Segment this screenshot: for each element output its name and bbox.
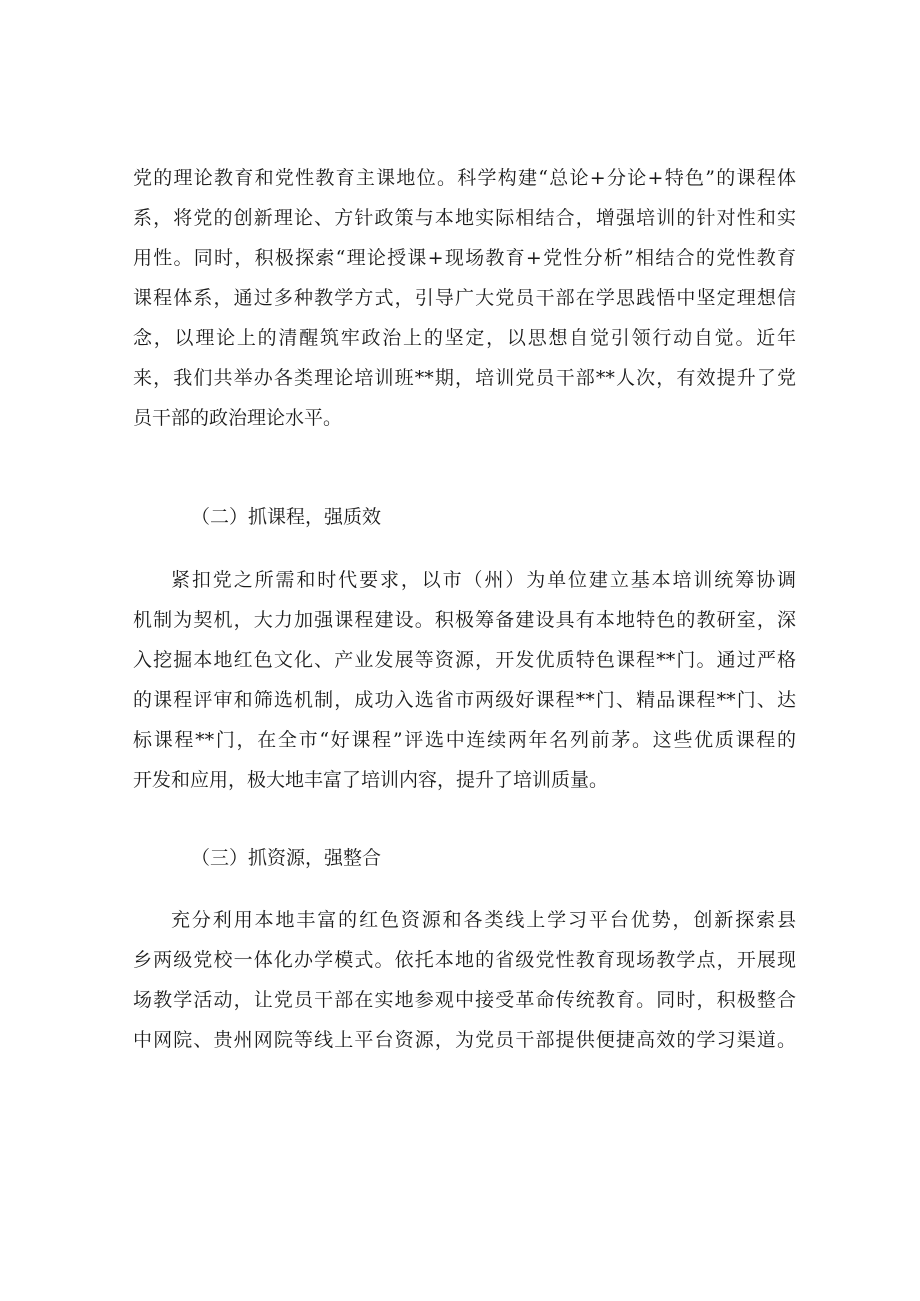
paragraph-1-line: 课程体系，通过多种教学方式，引导广大党员干部在学思践悟中坚定理想信 <box>133 287 796 309</box>
section-heading-3: （三）抓资源，强整合 <box>191 847 382 869</box>
section-heading-2: （二）抓课程，强质效 <box>191 506 382 528</box>
paragraph-1-line: 员干部的政治理论水平。 <box>133 407 343 429</box>
paragraph-2-line: 入挖掘本地红色文化、产业发展等资源，开发优质特色课程**门。通过严格 <box>133 649 796 671</box>
paragraph-2-line: 紧扣党之所需和时代要求，以市（州）为单位建立基本培训统筹协调 <box>171 569 796 591</box>
paragraph-2-line: 的课程评审和筛选机制，成功入选省市两级好课程**门、精品课程**门、达 <box>133 689 796 711</box>
paragraph-1-line: 系，将党的创新理论、方针政策与本地实际相结合，增强培训的针对性和实 <box>133 207 796 229</box>
paragraph-2 <box>133 560 796 800</box>
paragraph-3-line: 充分利用本地丰富的红色资源和各类线上学习平台优势，创新探索县 <box>171 909 796 931</box>
paragraph-1 <box>133 158 796 438</box>
paragraph-2-line: 开发和应用，极大地丰富了培训内容，提升了培训质量。 <box>133 769 609 791</box>
paragraph-1-line: 用性。同时，积极探索“理论授课+现场教育+党性分析”相结合的党性教育 <box>133 247 796 269</box>
paragraph-2-line: 机制为契机，大力加强课程建设。积极筹备建设具有本地特色的教研室，深 <box>133 609 796 631</box>
paragraph-3-line: 场教学活动，让党员干部在实地参观中接受革命传统教育。同时，积极整合 <box>133 989 796 1011</box>
paragraph-2-line: 标课程**门，在全市“好课程”评选中连续两年名列前茅。这些优质课程的 <box>133 729 796 751</box>
paragraph-3-line: 乡两级党校一体化办学模式。依托本地的省级党性教育现场教学点，开展现 <box>133 949 796 971</box>
paragraph-3-line: 中网院、贵州网院等线上平台资源，为党员干部提供便捷高效的学习渠道。 <box>133 1029 796 1051</box>
paragraph-1-line: 念，以理论上的清醒筑牢政治上的坚定，以思想自觉引领行动自觉。近年 <box>133 327 796 349</box>
paragraph-3 <box>133 900 796 1060</box>
paragraph-1-line: 党的理论教育和党性教育主课地位。科学构建“总论+分论+特色”的课程体 <box>133 167 796 189</box>
paragraph-1-line: 来，我们共举办各类理论培训班**期，培训党员干部**人次，有效提升了党 <box>133 367 796 389</box>
